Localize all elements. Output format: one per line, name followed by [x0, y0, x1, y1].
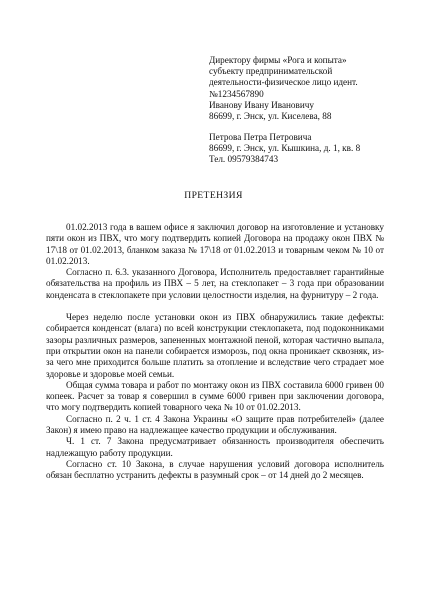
paragraph: Согласно п. 2 ч. 1 ст. 4 Закона Украины «О защите прав потребителей» (далее Закон) я имею право на надлежащее качество продукции и обслуживания. [46, 413, 384, 436]
recipient-line: субъекту предпринимательской [209, 66, 333, 77]
paragraph: Общая сумма товара и работ по монтажу окон из ПВХ составила 6000 гривен 00 копеек. Расчет за товар я совершил в сумме 6000 гривен при заключении договора, что могу подтвердить копией товарного чека № 10 от 01.02.2013. [46, 379, 384, 413]
document-body [46, 222, 384, 482]
recipient-line: Директору фирмы «Рога и копыта» [209, 55, 347, 65]
recipient-line: Иванову Ивану Ивановичу [209, 99, 315, 110]
sender-line: 86699, г. Энск, ул. Кышкина, д. 1, кв. 8 [209, 143, 361, 154]
paragraph: Через неделю после установки окон из ПВХ обнаружились такие дефекты: собирается конденсат (влага) по всей конструкции стеклопакета, под подоконниками зазоры различных размеров, запененных монтажной пеной, которая частично выпала, при открытии окон на панели собирается изморозь, под окна проникает сквозняк, из-за чего мне приходится больше платить за отопление и вследствие чего страдает мое здоровье и здоровье моей семьи. [46, 312, 384, 379]
recipient-block [209, 55, 419, 122]
sender-block [209, 132, 419, 166]
paragraph: Согласно ст. 10 Закона, в случае нарушения условий договора исполнитель обязан бесплатно устранить дефекты в разумный срок – от 14 дней до 2 месяцев. [46, 458, 384, 481]
document-title: ПРЕТЕНЗИЯ [184, 190, 243, 201]
paragraph: 01.02.2013 года в вашем офисе я заключил договор на изготовление и установку пяти окон из ПВХ, что могу подтвердить копией Договора на продажу окон ПВХ № 17\18 от 01.02.2013, бланком заказа № 17\18 от 01.02.2013 и товарным чеком № 10 от 01.02.2013. [46, 222, 384, 266]
sender-line: Тел. 09579384743 [209, 154, 279, 165]
paragraph: Ч. 1 ст. 7 Закона предусматривает обязанность производителя обеспечить надлежащую работу продукции. [46, 436, 384, 458]
recipient-line: №1234567890 [209, 88, 264, 99]
sender-line: Петрова Петра Петровича [209, 132, 312, 142]
paragraph: Согласно п. 6.3. указанного Договора, Исполнитель предоставляет гарантийные обязательства на профиль из ПВХ – 5 лет, на стеклопакет – 3 года при образовании конденсата в стеклопакете при условии целостности изделия, на фурнитуру – 2 года. [46, 267, 384, 300]
recipient-line: 86699, г. Энск, ул. Киселева, 88 [209, 111, 332, 122]
recipient-line: деятельности-физическое лицо идент. [209, 77, 358, 88]
